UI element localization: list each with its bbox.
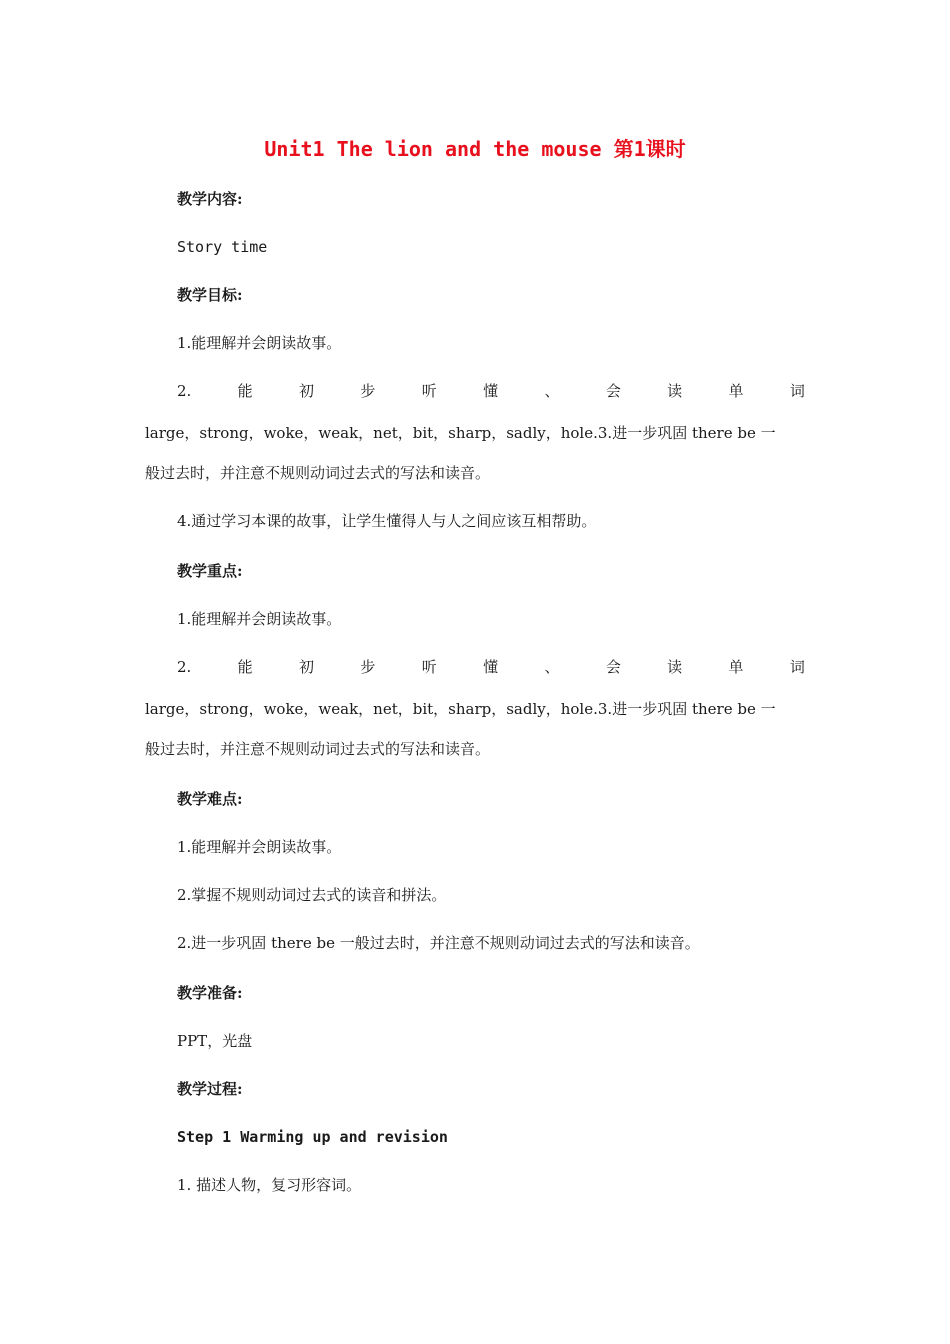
spread-char: 能 (237, 658, 253, 676)
prep-text: PPT，光盘 (177, 1032, 253, 1050)
spread-char: 懂 (483, 382, 499, 400)
key-heading: 教学重点: (177, 562, 243, 580)
spread-char: 单 (728, 382, 744, 400)
spread-char: 初 (299, 382, 315, 400)
goals-item-2-spread (177, 380, 805, 402)
goals-item-2-line3: 般过去时，并注意不规则动词过去式的写法和读音。 (145, 464, 491, 482)
page-title: Unit1 The lion and the mouse 第1课时 (264, 137, 686, 161)
difficult-item-3: 2.进一步巩固 there be 一般过去时，并注意不规则动词过去式的写法和读音。 (177, 934, 700, 952)
content-text: Story time (177, 238, 268, 256)
goals-item-1: 1.能理解并会朗读故事。 (177, 334, 342, 352)
difficult-item-2: 2.掌握不规则动词过去式的读音和拼法。 (177, 886, 447, 904)
step1-heading: Step 1 Warming up and revision (177, 1128, 448, 1146)
key-item-2-spread (177, 656, 805, 678)
goals-item-4: 4.通过学习本课的故事，让学生懂得人与人之间应该互相帮助。 (177, 512, 597, 530)
spread-char: 2. (177, 658, 192, 676)
spread-char: 步 (360, 382, 376, 400)
spread-char: 词 (789, 658, 805, 676)
key-item-1: 1.能理解并会朗读故事。 (177, 610, 342, 628)
spread-char: 听 (421, 658, 437, 676)
spread-char: 读 (667, 382, 683, 400)
spread-char: 懂 (483, 658, 499, 676)
key-item-2-line2: large，strong，woke，weak，net，bit，sharp，sadly，hole.3.进一步巩固 there be 一 (145, 700, 776, 718)
step1-item-1: 1. 描述人物，复习形容词。 (177, 1176, 362, 1194)
spread-char: 单 (728, 658, 744, 676)
prep-heading: 教学准备: (177, 984, 243, 1002)
difficult-item-1: 1.能理解并会朗读故事。 (177, 838, 342, 856)
difficult-heading: 教学难点: (177, 790, 243, 808)
spread-char: 听 (421, 382, 437, 400)
goals-item-2-line2: large，strong，woke，weak，net，bit，sharp，sadly，hole.3.进一步巩固 there be 一 (145, 424, 776, 442)
spread-char: 读 (667, 658, 683, 676)
spread-char: 能 (237, 382, 253, 400)
content-heading: 教学内容: (177, 190, 243, 208)
spread-char: 会 (605, 658, 621, 676)
process-heading: 教学过程: (177, 1080, 243, 1098)
spread-char: 会 (605, 382, 621, 400)
spread-char: 、 (544, 658, 560, 676)
goals-heading: 教学目标: (177, 286, 243, 304)
key-item-2-line3: 般过去时，并注意不规则动词过去式的写法和读音。 (145, 740, 491, 758)
spread-char: 词 (789, 382, 805, 400)
spread-char: 、 (544, 382, 560, 400)
spread-char: 步 (360, 658, 376, 676)
spread-char: 2. (177, 382, 192, 400)
spread-char: 初 (299, 658, 315, 676)
